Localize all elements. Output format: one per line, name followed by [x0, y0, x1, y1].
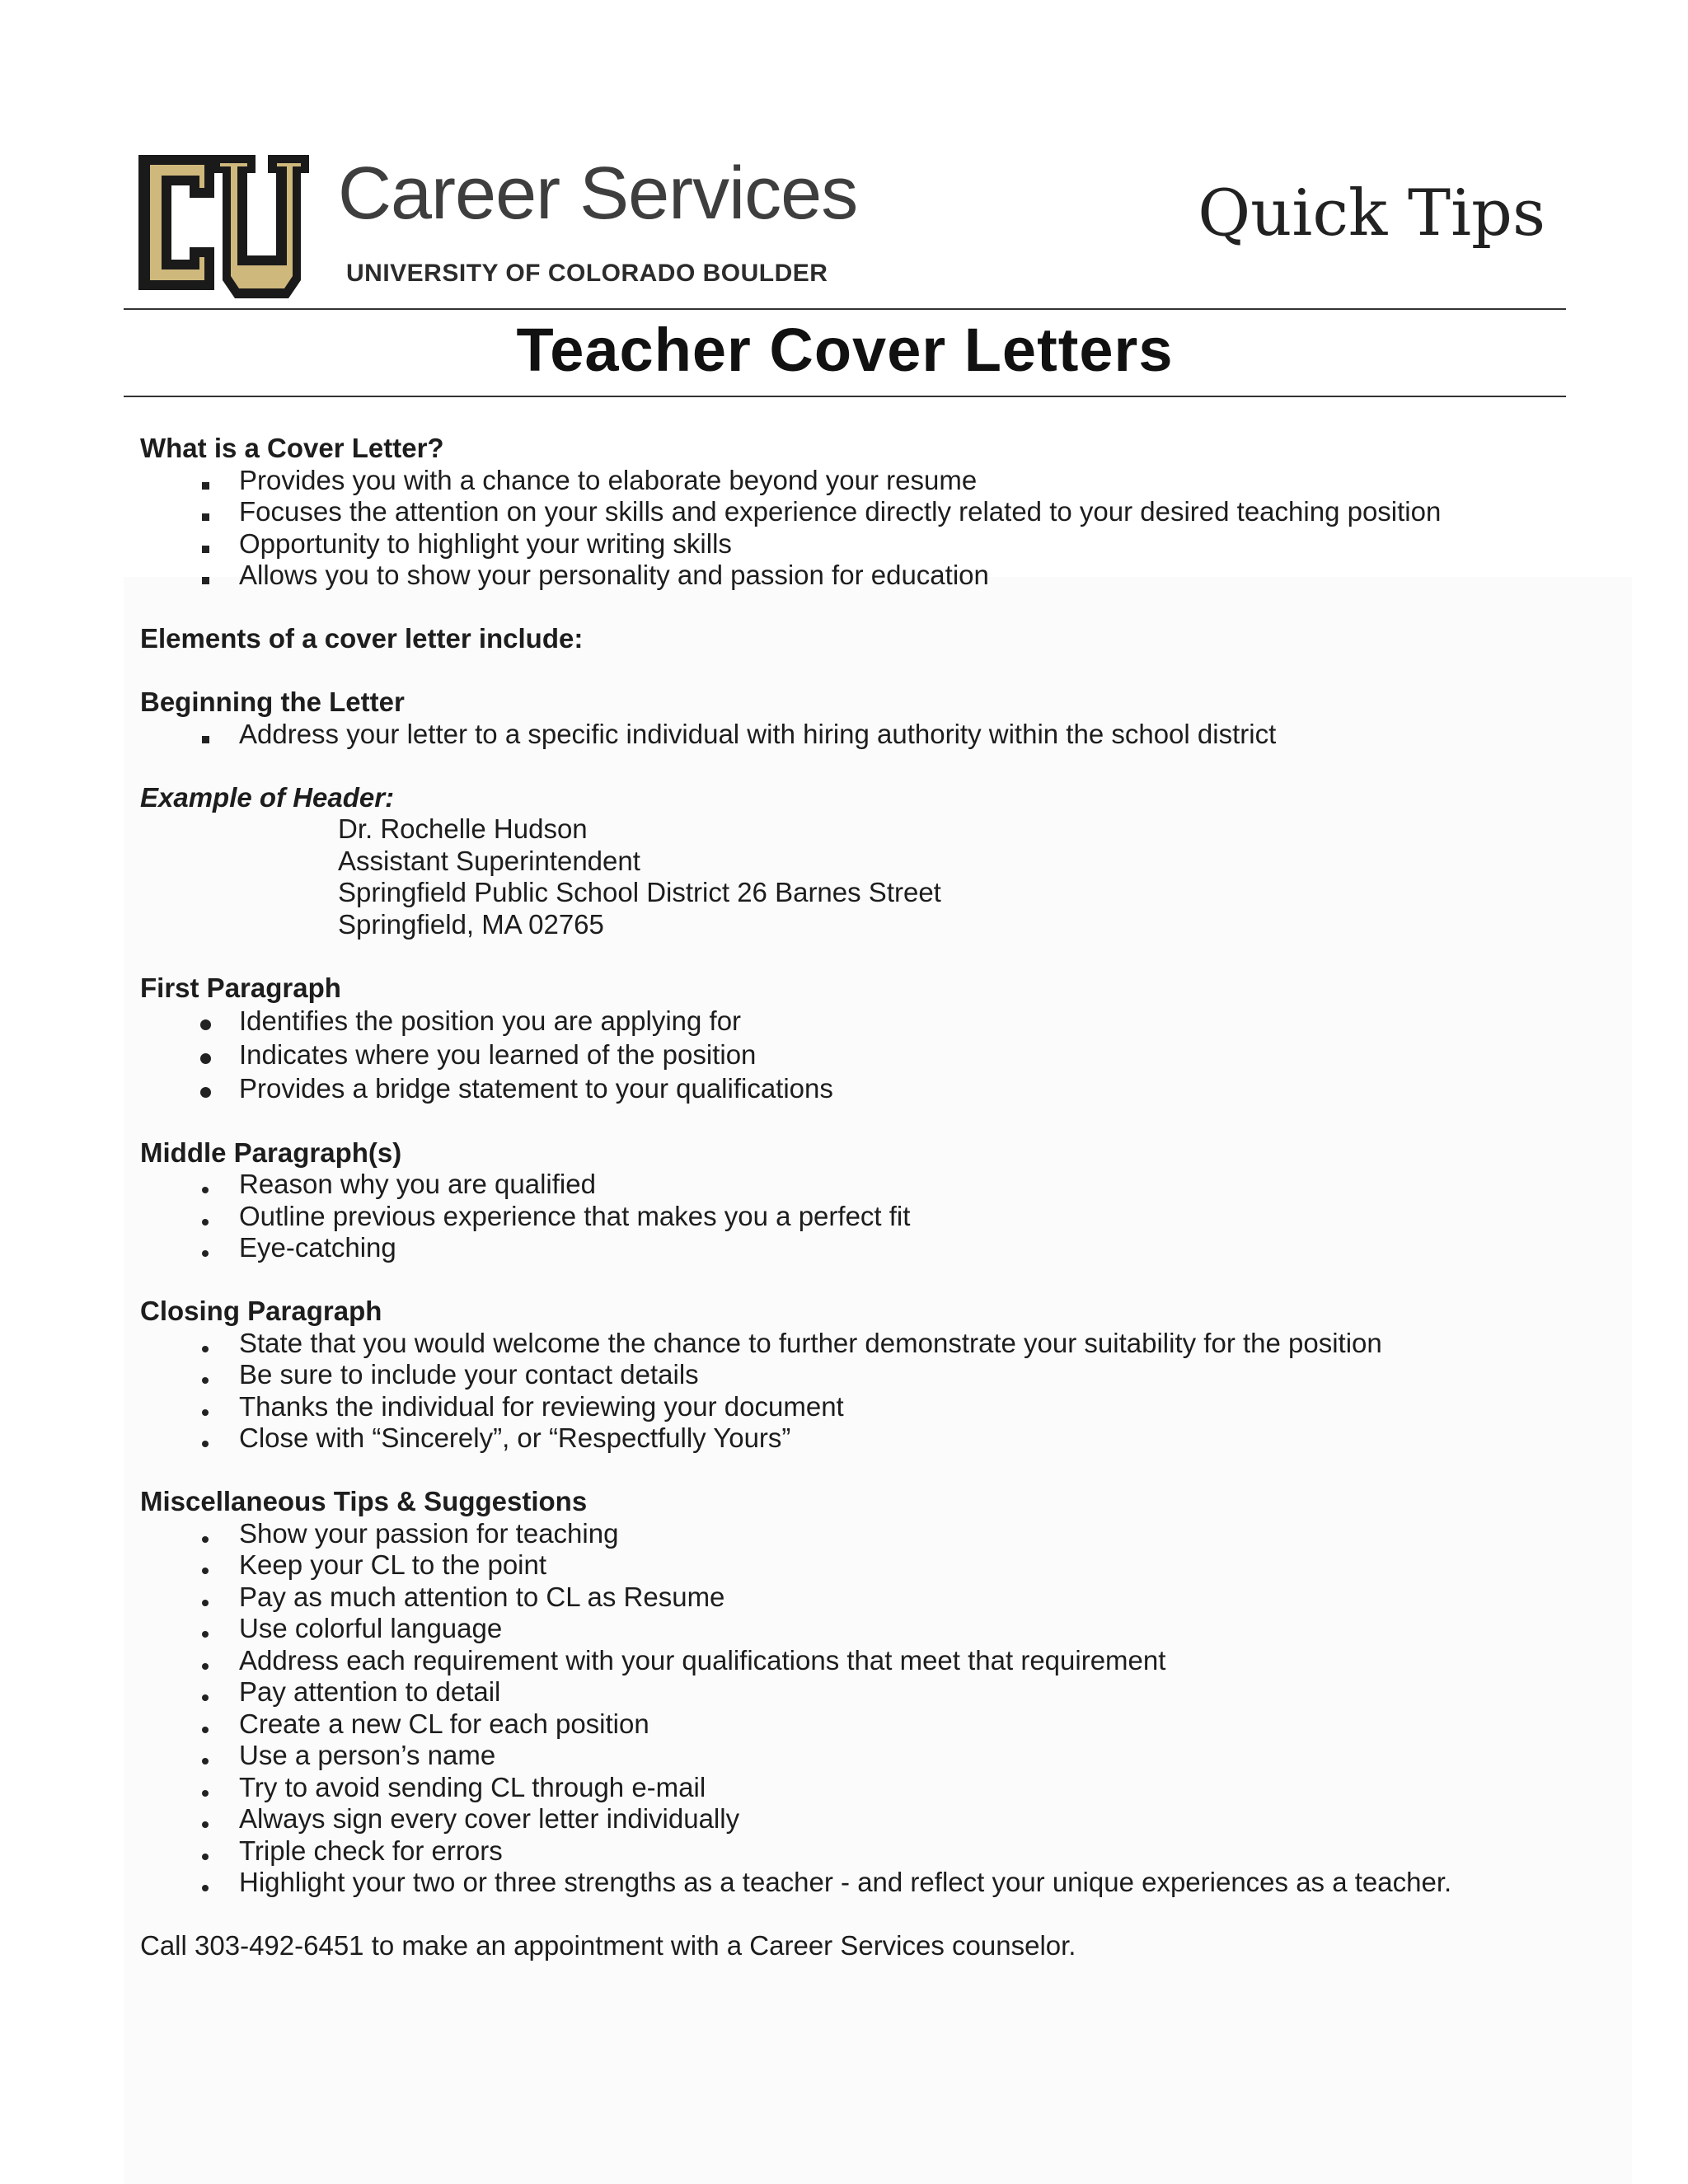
section-elements	[140, 623, 1558, 655]
series-label: Quick Tips	[1198, 176, 1545, 251]
bullet-icon	[193, 1835, 218, 1868]
section-heading: Beginning the Letter	[140, 687, 405, 717]
bullet-icon	[193, 1232, 218, 1264]
bullet-icon	[193, 1582, 218, 1614]
list-item: Show your passion for teaching	[140, 1518, 1558, 1550]
list-item: Use a person’s name	[140, 1740, 1558, 1772]
page-header	[132, 132, 1566, 309]
section-heading: First Paragraph	[140, 972, 341, 1003]
bullet-icon	[193, 1328, 218, 1360]
bullet-icon	[193, 1201, 218, 1233]
bullet-icon	[193, 1676, 218, 1708]
list-item: Reason why you are qualified	[140, 1169, 1558, 1201]
bullet-icon	[193, 1867, 218, 1899]
section-heading: Middle Paragraph(s)	[140, 1137, 402, 1168]
bullet-icon	[193, 1613, 218, 1645]
section-heading: Elements of a cover letter include:	[140, 623, 584, 654]
bullet-icon	[193, 1772, 218, 1804]
section-beginning	[140, 687, 1558, 750]
address-line: Springfield Public School District 26 Barnes Street	[338, 877, 941, 907]
square-bullet-icon	[193, 465, 218, 497]
list-item: Opportunity to highlight your writing skills	[140, 528, 1558, 560]
page-title: Teacher Cover Letters	[516, 316, 1174, 384]
bullet-icon	[193, 1803, 218, 1835]
brand-subtitle: UNIVERSITY OF COLORADO BOULDER	[346, 260, 828, 287]
bullet-icon	[193, 1740, 218, 1772]
list-item: Eye-catching	[140, 1232, 1558, 1264]
list-item: Highlight your two or three strengths as a teacher - and reflect your unique experiences as a teacher.	[140, 1867, 1558, 1899]
document-body	[140, 433, 1558, 1962]
list-item: Outline previous experience that makes you a perfect fit	[140, 1201, 1558, 1233]
bullet-icon	[193, 1169, 218, 1201]
section-example-header	[140, 782, 1558, 941]
address-line: Dr. Rochelle Hudson	[338, 813, 588, 844]
example-address-block	[140, 813, 1558, 940]
list-item: Address each requirement with your qualifications that meet that requirement	[140, 1645, 1558, 1677]
title-rule-top	[124, 308, 1566, 310]
section-what-is	[140, 433, 1558, 592]
bullet-icon	[193, 1549, 218, 1582]
title-rule-bottom	[124, 396, 1566, 397]
section-heading: Example of Header:	[140, 781, 395, 813]
list-item: Indicates where you learned of the position	[140, 1038, 1558, 1071]
list-item: Provides a bridge statement to your qualifications	[140, 1071, 1558, 1105]
contact-call-line: Call 303-492-6451 to make an appointment with a Career Services counselor.	[140, 1930, 1076, 1961]
list-item: Focuses the attention on your skills and experience directly related to your desired teaching position	[140, 496, 1558, 528]
list-item: Use colorful language	[140, 1613, 1558, 1645]
list-item: Triple check for errors	[140, 1835, 1558, 1868]
section-heading: Closing Paragraph	[140, 1296, 382, 1326]
list-item: Be sure to include your contact details	[140, 1359, 1558, 1391]
square-bullet-icon	[193, 719, 218, 751]
list-item: Pay attention to detail	[140, 1676, 1558, 1708]
list-item: Identifies the position you are applying for	[140, 1004, 1558, 1038]
list-item: Keep your CL to the point	[140, 1549, 1558, 1582]
list-item: State that you would welcome the chance to further demonstrate your suitability for the position	[140, 1328, 1558, 1360]
section-middle-paragraphs	[140, 1137, 1558, 1264]
list-item: Create a new CL for each position	[140, 1708, 1558, 1741]
bullet-icon	[193, 1391, 218, 1423]
round-bullet-icon	[193, 1004, 218, 1038]
bullet-icon	[193, 1645, 218, 1677]
section-closing-paragraph	[140, 1296, 1558, 1455]
square-bullet-icon	[193, 560, 218, 592]
section-heading: Miscellaneous Tips & Suggestions	[140, 1486, 588, 1516]
list-item: Try to avoid sending CL through e-mail	[140, 1772, 1558, 1804]
brand-name: Career Services	[338, 152, 858, 235]
section-first-paragraph	[140, 972, 1558, 1106]
round-bullet-icon	[193, 1071, 218, 1105]
address-line: Springfield, MA 02765	[338, 908, 604, 940]
cu-logo	[132, 140, 313, 305]
address-line: Assistant Superintendent	[338, 845, 640, 876]
section-heading: What is a Cover Letter?	[140, 433, 444, 463]
list-item: Address your letter to a specific individual with hiring authority within the school district	[140, 719, 1558, 751]
list-item: Close with “Sincerely”, or “Respectfully Yours”	[140, 1422, 1558, 1455]
square-bullet-icon	[193, 528, 218, 560]
square-bullet-icon	[193, 496, 218, 528]
list-item: Pay as much attention to CL as Resume	[140, 1582, 1558, 1614]
round-bullet-icon	[193, 1038, 218, 1071]
list-item: Always sign every cover letter individually	[140, 1803, 1558, 1835]
bullet-icon	[193, 1422, 218, 1455]
list-item: Allows you to show your personality and passion for education	[140, 560, 1558, 592]
bullet-icon	[193, 1708, 218, 1741]
list-item: Provides you with a chance to elaborate beyond your resume	[140, 465, 1558, 497]
bullet-icon	[193, 1359, 218, 1391]
section-misc-tips	[140, 1486, 1558, 1899]
list-item: Thanks the individual for reviewing your document	[140, 1391, 1558, 1423]
bullet-icon	[193, 1518, 218, 1550]
